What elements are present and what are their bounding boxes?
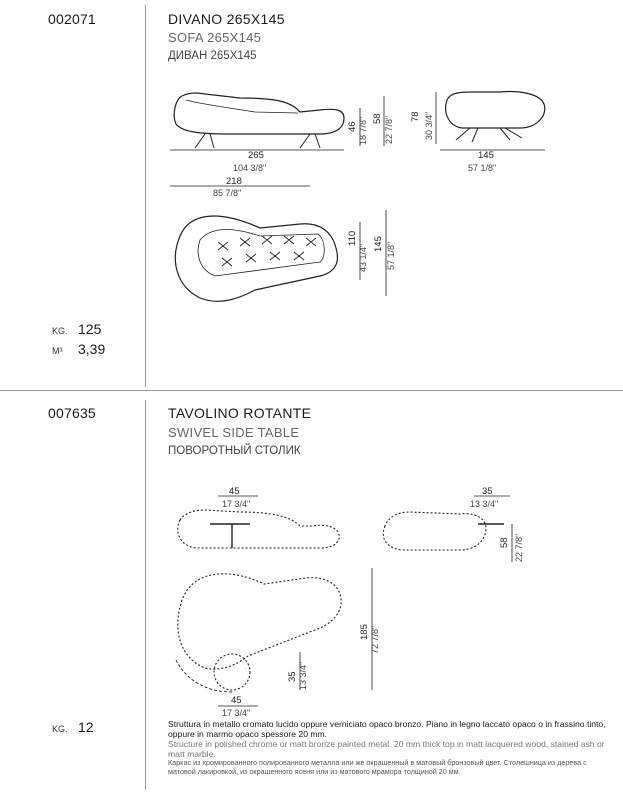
dim-inner-cm: 218	[226, 176, 242, 187]
product-code: 002071	[48, 11, 96, 27]
dim-top-small-cm: 35	[287, 671, 298, 682]
table-side-view	[383, 512, 486, 550]
description-russian: Каркас из хромированного полированного металла или же окрашенный в матовый бронзовый цвет. Столешница из дерева с матовой лакировкой, из окрашенного ясеня или из матового мрамора толщиной 20 мм.	[168, 758, 587, 776]
dim-top-depth1-cm: 110	[347, 230, 358, 246]
dim-front-width-cm: 45	[229, 486, 240, 497]
volume-label: M³	[52, 346, 63, 356]
dim-side-table-height-in: 22 7/8"	[514, 533, 524, 562]
dim-top-small-in: 13 3/4"	[298, 661, 308, 690]
title-russian-2: ПОВОРОТНЫЙ СТОЛИК	[168, 445, 301, 457]
dim-top-length-cm: 185	[359, 624, 370, 640]
dim-height-cm: 46	[347, 121, 358, 132]
title-russian: ДИВАН 265X145	[168, 50, 257, 62]
description-english: Structure in polished chrome or matt bronze painted metal. 20 mm thick top in matt lacquered wood, stained ash or matt marble.	[168, 739, 605, 759]
dim-side-table-width-cm: 35	[482, 486, 493, 497]
dim-side-height-in: 30 3/4"	[424, 111, 434, 140]
sofa-side-view	[446, 92, 545, 143]
weight-label-2: KG.	[52, 724, 68, 734]
description	[168, 719, 616, 777]
table-top-view	[178, 574, 341, 690]
dim-top-depth1-in: 43 1/4"	[358, 243, 368, 272]
dim-side-table-width-in: 13 3/4"	[470, 499, 499, 509]
dim-top-bottom-in: 17 3/4"	[222, 708, 251, 718]
dim-top-bottom-cm: 45	[231, 695, 242, 706]
sofa-top-view	[175, 216, 337, 301]
dim-seat-cm: 58	[372, 113, 383, 124]
dim-inner-in: 85 7/8"	[213, 188, 242, 198]
dim-side-height-cm: 78	[410, 111, 421, 122]
title-english: SOFA 265X145	[168, 30, 262, 45]
dim-front-width-in: 17 3/4"	[222, 499, 251, 509]
dim-side-width-in: 57 1/8"	[468, 163, 497, 173]
title-italian: DIVANO 265X145	[168, 11, 285, 27]
dim-length-in: 104 3/8"	[233, 163, 267, 173]
title-english-2: SWIVEL SIDE TABLE	[168, 425, 300, 440]
sofa-front-view	[174, 93, 344, 148]
dim-top-depth2-cm: 145	[373, 236, 384, 252]
dim-top-length-in: 72 7/8"	[370, 625, 380, 654]
weight-value-2: 12	[78, 719, 94, 735]
product-code-2: 007635	[48, 405, 96, 421]
description-italian: Struttura in metallo cromato lucido oppure verniciato opaco bronzo. Piano in legno laccato opaco o in frassino tinto, oppure in marmo opaco spessore 20 mm.	[168, 719, 606, 739]
dim-top-depth2-in: 57 1/8"	[386, 241, 396, 270]
dim-side-table-height-cm: 58	[499, 537, 510, 548]
dim-length-cm: 265	[248, 150, 264, 161]
table-front-table	[210, 524, 250, 548]
title-italian-2: TAVOLINO ROTANTE	[168, 405, 312, 421]
weight-label: KG.	[52, 326, 68, 336]
dim-seat-in: 22 7/8"	[384, 115, 394, 144]
weight-value: 125	[78, 321, 102, 337]
table-front-view	[178, 510, 339, 548]
volume-value: 3,39	[78, 341, 106, 357]
dim-side-width-cm: 145	[478, 150, 494, 161]
dim-height-in: 18 7/8"	[358, 116, 368, 145]
